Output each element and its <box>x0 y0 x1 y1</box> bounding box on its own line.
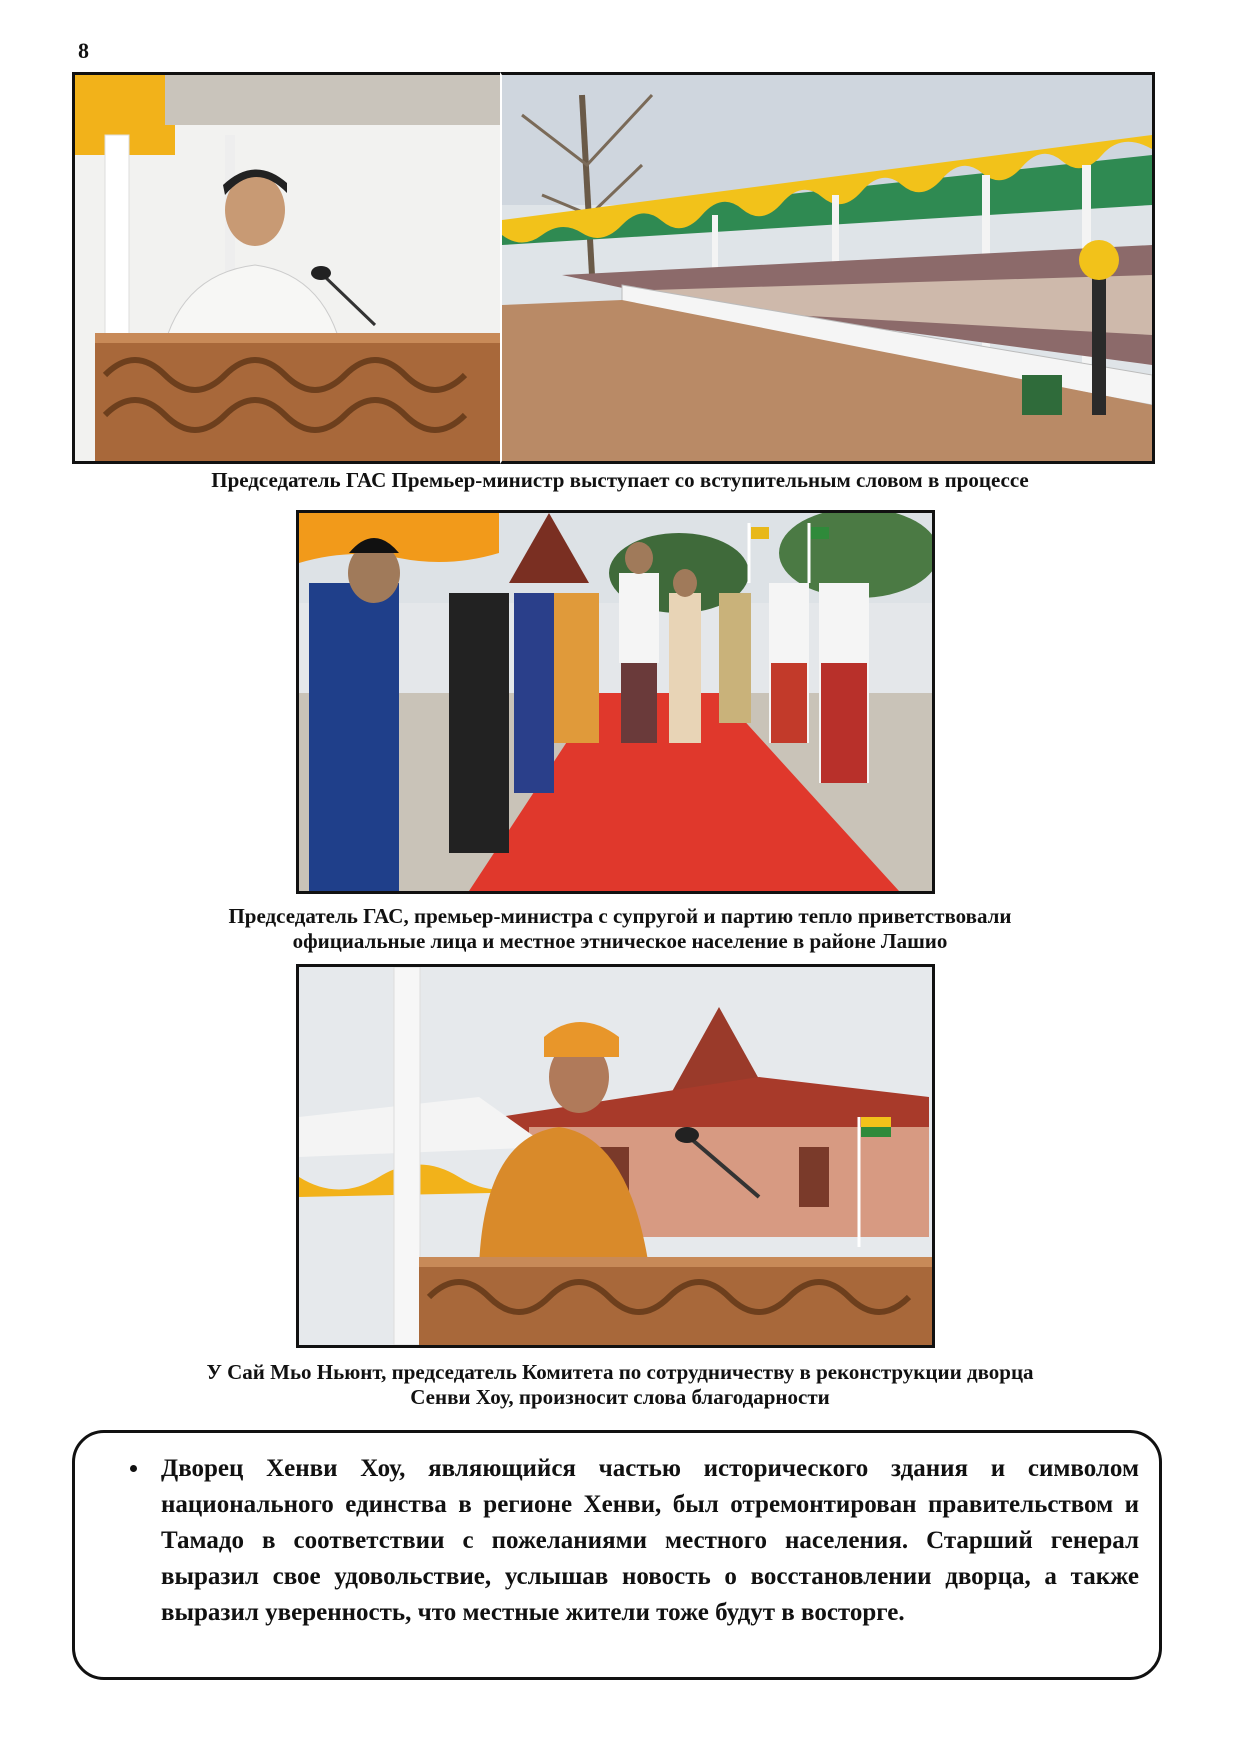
photo-premier-speech <box>72 72 503 464</box>
page-number: 8 <box>78 38 89 63</box>
caption-welcome-line-2: официальные лица и местное этническое население в районе Лашио <box>292 929 948 953</box>
caption-premier-speech: Председатель ГАС Премьер-министр выступает со вступительным словом в процессе <box>211 468 1029 492</box>
photo-chairman-speech <box>296 964 935 1348</box>
caption-welcome-line-1: Председатель ГАС, премьер-министра с супругой и партию тепло приветствовали <box>228 904 1012 928</box>
caption-welcome <box>60 904 1180 954</box>
caption-chairman-line-2: Сенви Хоу, произносит слова благодарности <box>410 1385 830 1409</box>
callout-bullet-item: • Дворец Хенви Хоу, являющийся частью исторического здания и символом национального единства в регионе Хенви, был отремонтирован правительством и Тамадо в соответствии с пожеланиями местного населения. Старший генерал выразил свое удовольствие, услышав новость о восстановлении дворца, а также выразил уверенность, что местные жители тоже будут в восторге. <box>151 1451 1139 1631</box>
caption-chairman <box>60 1360 1180 1410</box>
info-callout-box <box>72 1430 1162 1680</box>
photo-ceremony-tents <box>500 72 1155 464</box>
callout-bullet-list <box>131 1451 1139 1631</box>
caption-chairman-line-1: У Сай Мьо Ньюнт, председатель Комитета по сотрудничеству в реконструкции дворца <box>206 1360 1034 1384</box>
photo-welcome-red-carpet <box>296 510 935 894</box>
